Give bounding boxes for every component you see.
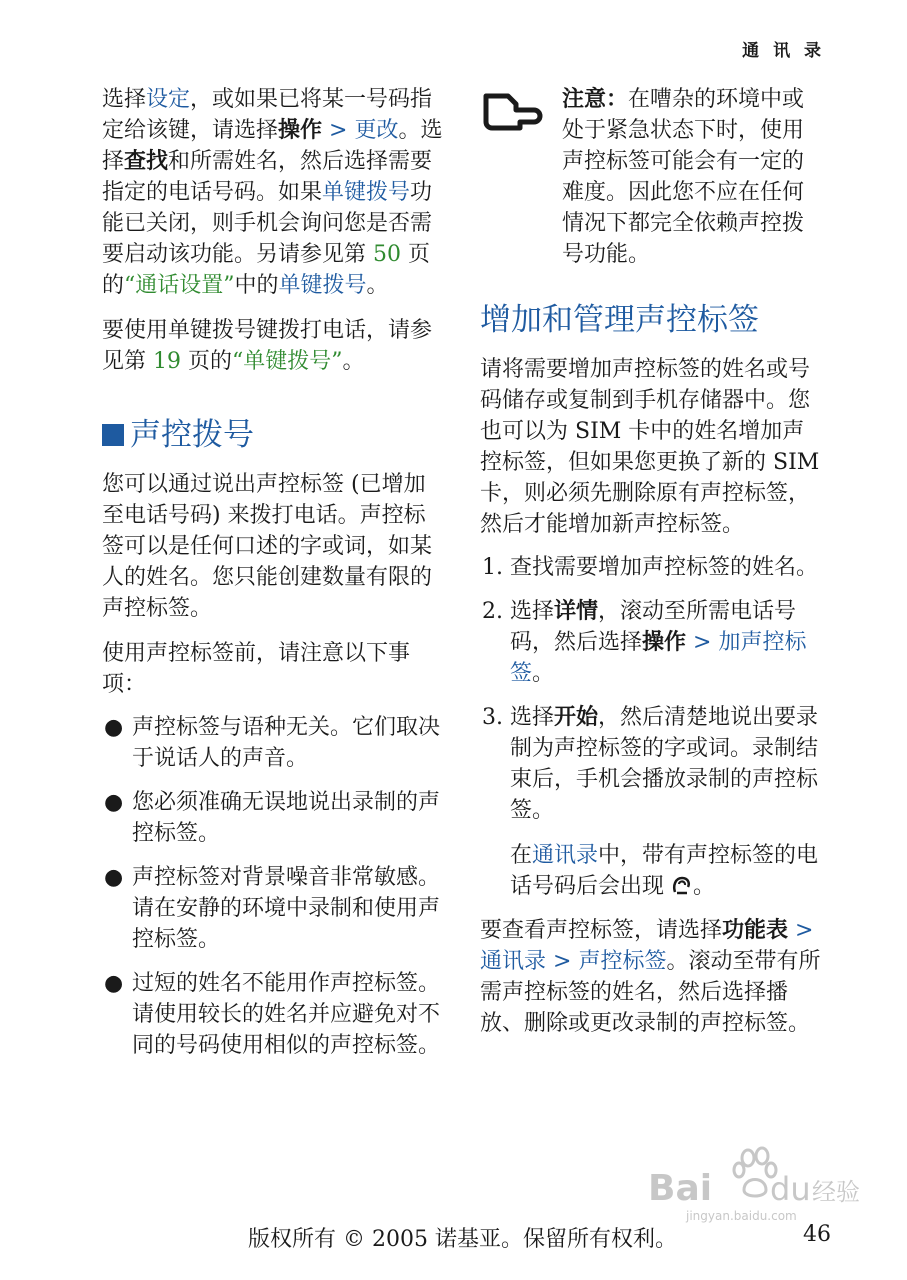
list-item-text: 您必须准确无误地说出录制的声控标签。	[132, 790, 441, 846]
text: 。	[693, 874, 716, 899]
text: 。	[532, 661, 555, 686]
list-item	[102, 862, 447, 955]
step-3-note	[510, 840, 825, 902]
step-2	[480, 596, 825, 689]
text: 选择	[102, 87, 147, 112]
text: 选择	[510, 705, 555, 730]
text: ，或如果已将某一号码指定给该键，请选择	[102, 87, 433, 143]
text: 中，带有声控标签的电话号码后会出现	[510, 843, 819, 899]
text: 功能已关闭，则手机会询问您是否需要启动该功能。另请参见第	[102, 180, 433, 267]
separator: >	[788, 918, 814, 943]
text: 要使用单键拨号键拨打电话，请参见第	[102, 318, 433, 374]
baidu-watermark-logo	[648, 1144, 860, 1224]
link-voice-tags[interactable]: 声控标签	[578, 949, 667, 974]
text: 选择	[510, 599, 555, 624]
bullet-icon: ●	[104, 715, 124, 740]
list-item-text: 声控标签对背景噪音非常敏感。请在安静的环境中录制和使用声控标签。	[132, 865, 441, 952]
section-title-voice-dialing	[102, 415, 447, 455]
text: 中的	[234, 273, 279, 298]
text: 。选择	[102, 118, 443, 174]
step-number: 3.	[482, 705, 503, 730]
svg-text:du: du	[770, 1170, 811, 1208]
paragraph-view-voice-tags	[480, 915, 825, 1039]
list-item-text: 声控标签与语种无关。它们取决于说话人的声音。	[132, 715, 441, 771]
text: 页的	[181, 349, 232, 374]
xref-call-settings[interactable]: “通话设置”	[124, 273, 235, 298]
text: 要查看声控标签，请选择	[480, 918, 723, 943]
left-column	[102, 84, 447, 1074]
label-options: 操作	[278, 118, 323, 143]
paragraph-speed-dial-assign	[102, 84, 447, 301]
link-change[interactable]: 更改	[354, 118, 399, 143]
label-details: 详情	[554, 599, 599, 624]
label-options: 操作	[642, 630, 687, 655]
text: 在	[510, 843, 533, 868]
list-item	[102, 712, 447, 774]
text: 页的	[102, 242, 430, 298]
note-hand-icon	[482, 90, 542, 132]
step-number: 2.	[482, 599, 503, 624]
running-head: 通 讯 录	[742, 41, 825, 61]
step-1	[480, 552, 825, 583]
link-contacts[interactable]: 通讯录	[532, 843, 599, 868]
square-bullet-icon	[102, 424, 124, 446]
bullet-icon: ●	[104, 865, 124, 890]
text: 。滚动至带有所需声控标签的姓名，然后选择播放、删除或更改录制的声控标签。	[480, 949, 821, 1036]
paragraph-add-voice-tags: 请将需要增加声控标签的姓名或号码储存或复制到手机存储器中。您也可以为 SIM 卡中的姓名增加声控标签，但如果您更换了新的 SIM 卡，则必须先删除原有声控标签，然后才能增加新声控标签。	[480, 357, 820, 537]
link-speed-dial-2[interactable]: 单键拨号	[278, 273, 367, 298]
svg-text:Bai: Bai	[648, 1168, 713, 1209]
steps-list	[480, 552, 825, 902]
label-menu: 功能表	[722, 918, 789, 943]
label-find: 查找	[124, 149, 169, 174]
svg-text:经验: 经验	[812, 1178, 860, 1206]
list-item-text: 过短的姓名不能用作声控标签。请使用较长的姓名并应避免对不同的号码使用相似的声控标签。	[132, 971, 441, 1058]
text: ，滚动至所需电话号码，然后选择	[510, 599, 797, 655]
bullet-icon: ●	[104, 971, 124, 996]
separator: >	[686, 630, 719, 655]
step-number: 1.	[482, 555, 503, 580]
note-block	[480, 84, 825, 270]
link-settings[interactable]: 设定	[146, 87, 191, 112]
list-item	[102, 787, 447, 849]
paragraph-notes-intro: 使用声控标签前，请注意以下事项：	[102, 641, 411, 697]
step-text: 查找需要增加声控标签的姓名。	[510, 555, 819, 580]
link-add-voice-tag[interactable]: 加声控标签	[510, 630, 807, 686]
paragraph-voice-tags-intro: 您可以通过说出声控标签 (已增加至电话号码) 来拨打电话。声控标签可以是任何口述的字或词，如某人的姓名。您只能创建数量有限的声控标签。	[102, 472, 433, 621]
text: ，然后清楚地说出要录制为声控标签的字或词。录制结束后，手机会播放录制的声控标签。	[510, 705, 819, 823]
watermark-url: jingyan.baidu.com	[686, 1209, 797, 1223]
page-ref-19[interactable]: 19	[153, 349, 181, 374]
note-body: 在嘈杂的环境中或处于紧急状态下时，使用声控标签可能会有一定的难度。因此您不应在任何情况下都完全依赖声控拨号功能。	[562, 87, 805, 267]
section-title-add-voice-tags: 增加和管理声控标签	[480, 302, 759, 338]
bullet-icon: ●	[104, 790, 124, 815]
note-text	[562, 84, 825, 270]
separator: >	[322, 118, 355, 143]
page-ref-50[interactable]: 50	[373, 242, 401, 267]
step-3	[480, 702, 825, 902]
bullet-list	[102, 712, 447, 1061]
list-item	[102, 968, 447, 1061]
page-number: 46	[803, 1222, 831, 1247]
paragraph-speed-dial-use	[102, 315, 447, 377]
separator: >	[546, 949, 579, 974]
right-column	[480, 84, 825, 1039]
label-start: 开始	[554, 705, 599, 730]
voice-tag-icon	[671, 874, 693, 896]
text: 。	[342, 349, 365, 374]
xref-speed-dial[interactable]: “单键拨号”	[232, 349, 343, 374]
section-title-text: 声控拨号	[130, 417, 254, 453]
link-speed-dial[interactable]: 单键拨号	[322, 180, 411, 205]
link-contacts-menu[interactable]: 通讯录	[480, 949, 547, 974]
footer-copyright: 版权所有 © 2005 诺基亚。保留所有权利。	[248, 1227, 677, 1252]
text: 。	[366, 273, 389, 298]
text: 和所需姓名，然后选择需要指定的电话号码。如果	[102, 149, 433, 205]
note-label: 注意：	[562, 87, 629, 112]
